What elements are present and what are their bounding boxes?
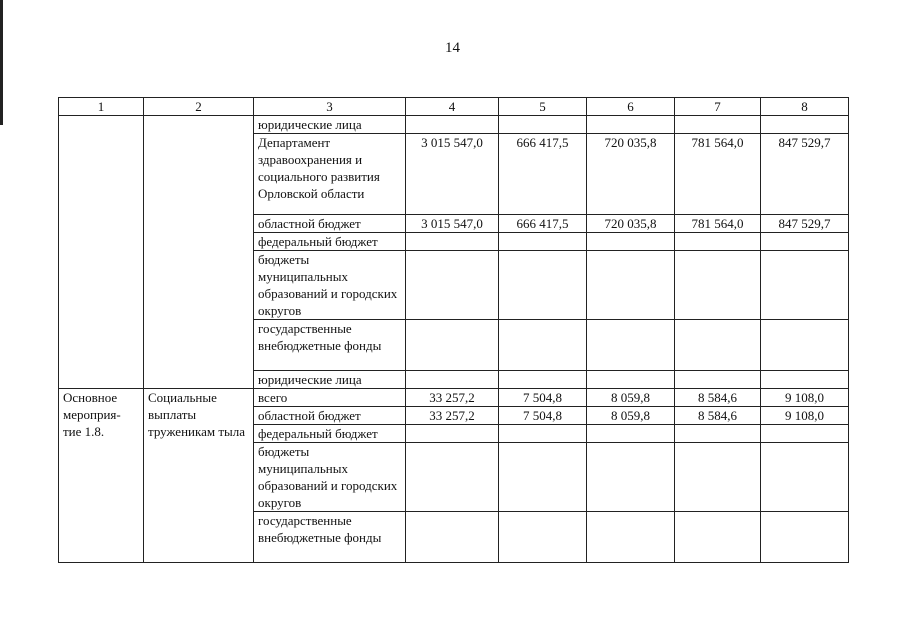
value-cell [675,233,761,251]
value-cell: 7 504,8 [499,407,587,425]
value-cell [499,251,587,320]
value-cell [675,512,761,563]
value-cell [761,443,849,512]
value-cell [499,233,587,251]
value-cell: 781 564,0 [675,215,761,233]
value-cell [761,251,849,320]
value-cell: 847 529,7 [761,215,849,233]
funding-source-label: Департамент здравоохранения и социального развития Орловской области [254,134,406,215]
value-cell [675,443,761,512]
table-row [59,389,849,407]
value-cell [587,320,675,371]
funding-source-label: бюджеты муниципальных образований и городских округов [254,251,406,320]
value-cell [675,425,761,443]
value-cell: 9 108,0 [761,389,849,407]
value-cell [675,251,761,320]
funding-source-label: государственные внебюджетные фонды [254,320,406,371]
funding-source-label: федеральный бюджет [254,233,406,251]
funding-source-label: областной бюджет [254,215,406,233]
value-cell: 8 059,8 [587,389,675,407]
column-header: 5 [499,98,587,116]
value-cell [406,116,499,134]
value-cell: 847 529,7 [761,134,849,215]
table-group-continuation [59,116,849,389]
value-cell [761,320,849,371]
measure-cell [59,116,144,389]
value-cell: 781 564,0 [675,134,761,215]
scan-edge-mark [0,0,3,125]
value-cell [406,251,499,320]
value-cell [761,425,849,443]
value-cell: 8 059,8 [587,407,675,425]
value-cell [406,320,499,371]
column-header: 4 [406,98,499,116]
column-header: 7 [675,98,761,116]
value-cell: 3 015 547,0 [406,215,499,233]
column-header: 1 [59,98,144,116]
value-cell [587,116,675,134]
name-cell: Социальные выплаты труженикам тыла [144,389,254,563]
value-cell: 666 417,5 [499,215,587,233]
table-row [59,116,849,134]
value-cell: 33 257,2 [406,389,499,407]
value-cell [406,233,499,251]
value-cell: 720 035,8 [587,215,675,233]
name-cell [144,116,254,389]
funding-source-label: юридические лица [254,116,406,134]
value-cell [499,116,587,134]
value-cell: 33 257,2 [406,407,499,425]
funding-source-label: федеральный бюджет [254,425,406,443]
value-cell: 8 584,6 [675,389,761,407]
value-cell: 3 015 547,0 [406,134,499,215]
column-header: 6 [587,98,675,116]
page-number: 14 [445,40,460,56]
value-cell [761,116,849,134]
column-header: 8 [761,98,849,116]
value-cell [587,425,675,443]
budget-table [58,97,849,563]
value-cell [587,371,675,389]
value-cell [587,443,675,512]
value-cell [761,233,849,251]
value-cell: 9 108,0 [761,407,849,425]
funding-source-label: бюджеты муниципальных образований и городских округов [254,443,406,512]
value-cell [499,371,587,389]
value-cell: 666 417,5 [499,134,587,215]
measure-cell: Основное мероприя-тие 1.8. [59,389,144,563]
value-cell [587,233,675,251]
value-cell [406,443,499,512]
value-cell [406,371,499,389]
funding-source-label: областной бюджет [254,407,406,425]
value-cell: 7 504,8 [499,389,587,407]
header-row [59,98,849,116]
value-cell [406,425,499,443]
column-header: 3 [254,98,406,116]
column-header: 2 [144,98,254,116]
value-cell: 8 584,6 [675,407,761,425]
value-cell [499,443,587,512]
funding-source-label: государственные внебюджетные фонды [254,512,406,563]
table-group-measure-1-8 [59,389,849,563]
value-cell [675,320,761,371]
value-cell [499,512,587,563]
value-cell [587,512,675,563]
value-cell [499,425,587,443]
funding-source-label: юридические лица [254,371,406,389]
value-cell: 720 035,8 [587,134,675,215]
funding-source-label: всего [254,389,406,407]
value-cell [499,320,587,371]
value-cell [761,371,849,389]
value-cell [675,116,761,134]
value-cell [675,371,761,389]
value-cell [406,512,499,563]
value-cell [761,512,849,563]
value-cell [587,251,675,320]
